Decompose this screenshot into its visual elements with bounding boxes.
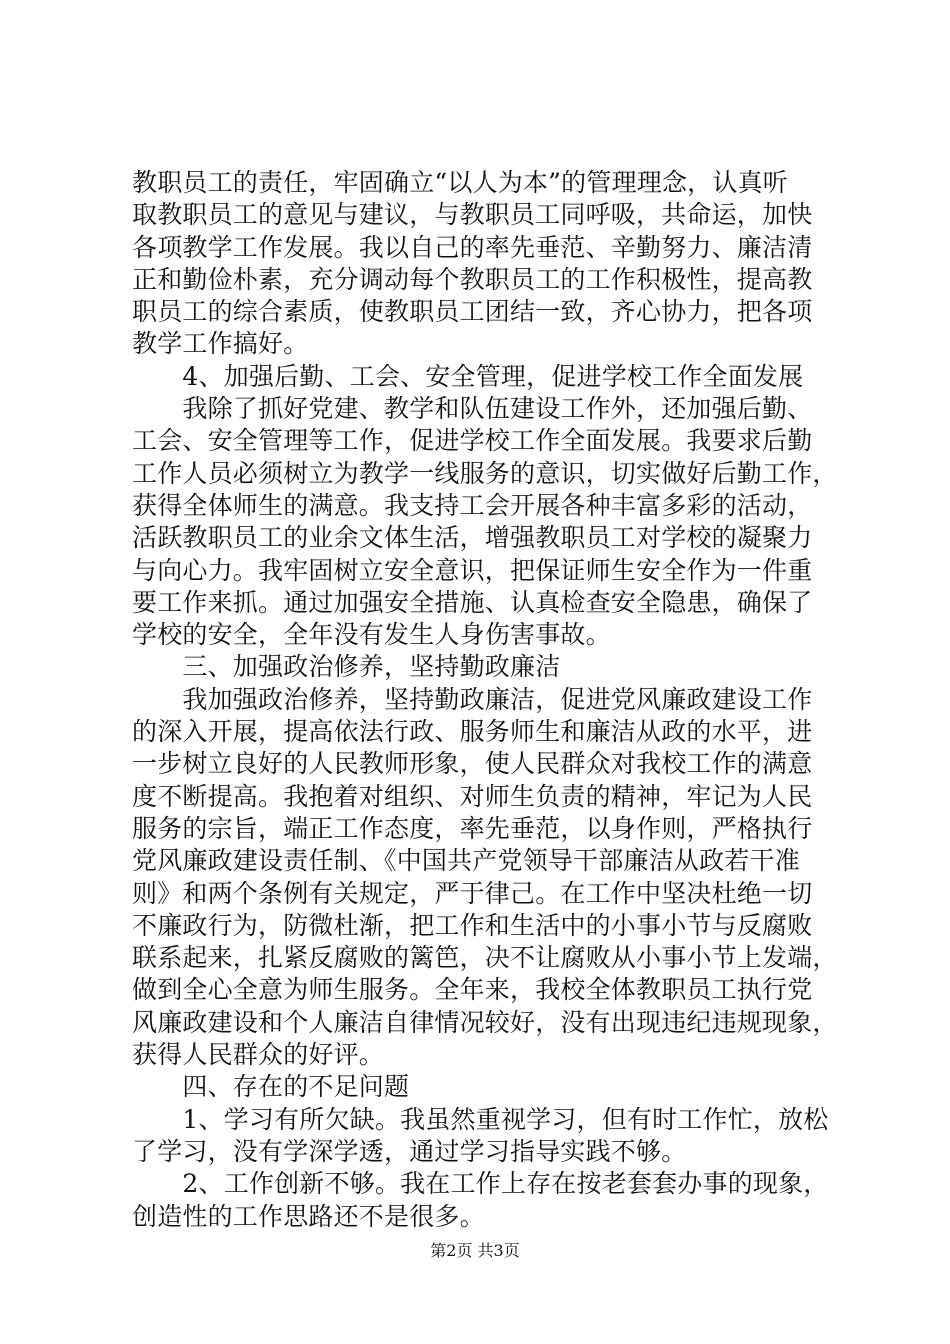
section-heading: 三、加强政治修养，坚持勤政廉洁 xyxy=(132,652,561,682)
page-indicator: 第2页 共3页 xyxy=(430,1241,520,1260)
text-line: 工会、安全管理等工作，促进学校工作全面发展。我要求后勤 xyxy=(132,426,813,456)
text-line: 教学工作搞好。 xyxy=(132,329,309,359)
text-line: 服务的宗旨，端正工作态度，率先垂范，以身作则，严格执行 xyxy=(132,813,813,843)
text-line: 我加强政治修养，坚持勤政廉洁，促进党风廉政建设工作 xyxy=(132,684,813,714)
text-line: 要工作来抓。通过加强安全措施、认真检查安全隐患，确保了 xyxy=(132,587,813,617)
page-footer xyxy=(0,1241,950,1261)
text-line: 取教职员工的意见与建议，与教职员工同呼吸，共命运，加快 xyxy=(132,200,813,230)
text-line: 2、工作创新不够。我在工作上存在按老套套办事的现象， xyxy=(132,1169,829,1199)
text-line: 我除了抓好党建、教学和队伍建设工作外，还加强后勤、 xyxy=(132,394,813,424)
text-line: 了学习，没有学深学透，通过学习指导实践不够。 xyxy=(132,1136,687,1166)
section-heading: 四、存在的不足问题 xyxy=(132,1072,410,1102)
text-line: 的深入开展，提高依法行政、服务师生和廉洁从政的水平，进 xyxy=(132,717,813,747)
text-line: 活跃教职员工的业余文体生活，增强教职员工对学校的凝聚力 xyxy=(132,523,813,553)
text-line: 与向心力。我牢固树立安全意识，把保证师生安全作为一件重 xyxy=(132,555,813,585)
text-line: 正和勤俭朴素，充分调动每个教职员工的工作积极性，提高教 xyxy=(132,264,813,294)
text-line: 学校的安全，全年没有发生人身伤害事故。 xyxy=(132,620,611,650)
document-body xyxy=(132,167,838,1233)
text-line: 1、学习有所欠缺。我虽然重视学习，但有时工作忙，放松 xyxy=(132,1104,829,1134)
text-line: 党风廉政建设责任制、《中国共产党领导干部廉洁从政若干准 xyxy=(132,846,800,876)
text-line: 不廉政行为，防微杜渐，把工作和生活中的小事小节与反腐败 xyxy=(132,910,813,940)
text-line: 做到全心全意为师生服务。全年来，我校全体教职员工执行党 xyxy=(132,975,813,1005)
text-line: 职员工的综合素质，使教职员工团结一致，齐心协力，把各项 xyxy=(132,297,813,327)
text-line: 一步树立良好的人民教师形象，使人民群众对我校工作的满意 xyxy=(132,749,813,779)
text-line: 各项教学工作发展。我以自己的率先垂范、辛勤努力、廉洁清 xyxy=(132,232,813,262)
text-line: 联系起来，扎紧反腐败的篱笆，决不让腐败从小事小节上发端， xyxy=(132,943,838,973)
text-line: 工作人员必须树立为教学一线服务的意识，切实做好后勤工作， xyxy=(132,458,838,488)
text-line: 创造性的工作思路还不是很多。 xyxy=(132,1201,485,1231)
section-heading: 4、加强后勤、工会、安全管理，促进学校工作全面发展 xyxy=(132,361,804,391)
text-line: 获得全体师生的满意。我支持工会开展各种丰富多彩的活动， xyxy=(132,490,813,520)
text-line: 度不断提高。我抱着对组织、对师生负责的精神，牢记为人民 xyxy=(132,781,813,811)
text-line: 获得人民群众的好评。 xyxy=(132,1040,385,1070)
text-line: 风廉政建设和个人廉洁自律情况较好，没有出现违纪违规现象， xyxy=(132,1007,838,1037)
text-line: 则》和两个条例有关规定，严于律己。在工作中坚决杜绝一切 xyxy=(132,878,813,908)
text-line: 教职员工的责任，牢固确立“以人为本”的管理理念，认真听 xyxy=(132,168,788,197)
